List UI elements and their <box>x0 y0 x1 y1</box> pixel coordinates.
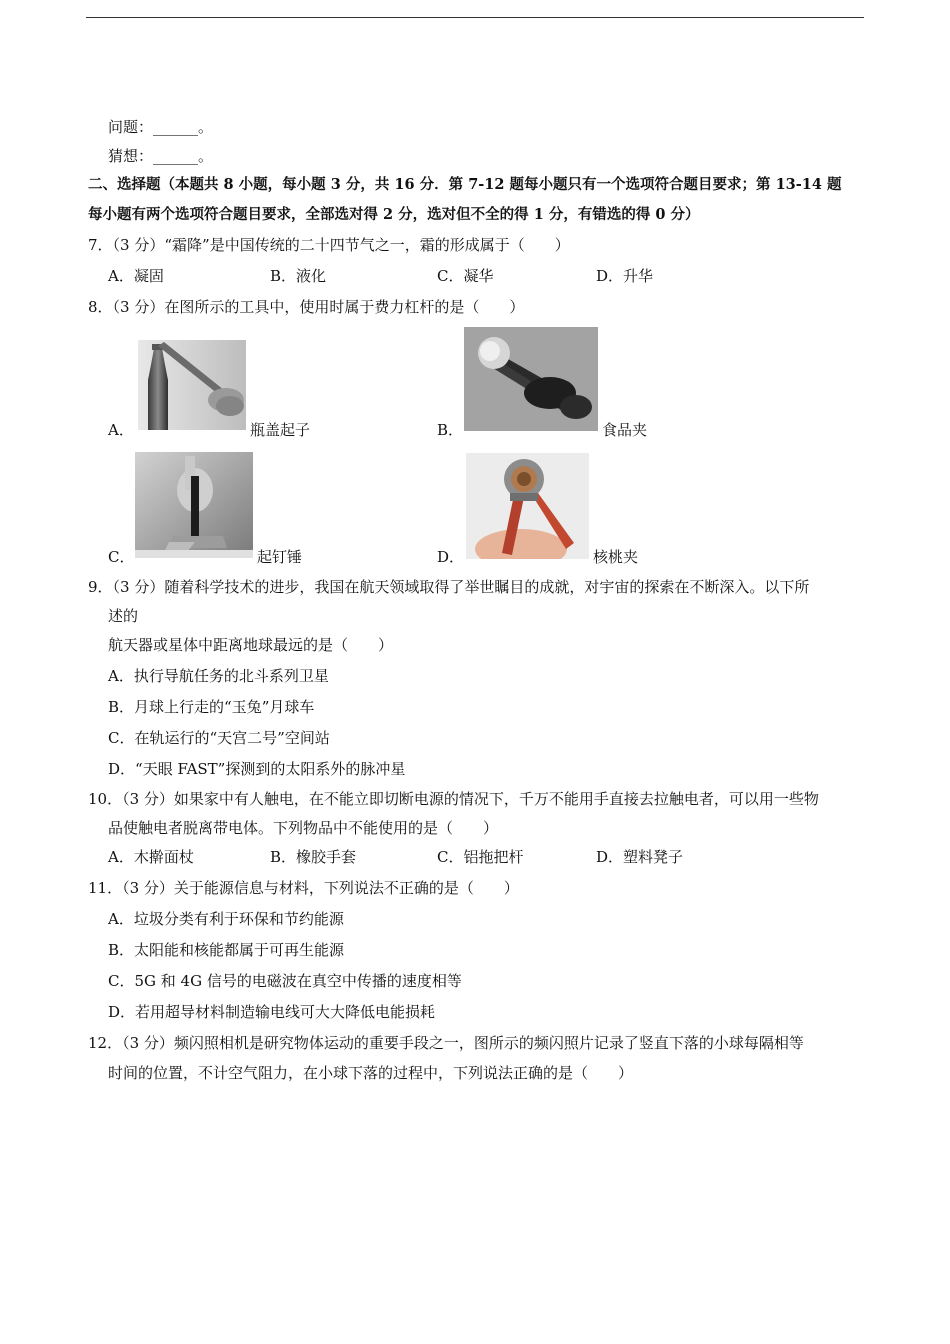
q8-stem: 8．（3 分）在图所示的工具中，使用时属于费力杠杆的是（ ） <box>88 298 525 316</box>
q7-option-c: C．凝华 <box>437 267 494 285</box>
blank-guess: 猜想：______。 <box>108 147 214 165</box>
q12-stem-line2: 时间的位置，不计空气阻力，在小球下落的过程中，下列说法正确的是（ ） <box>108 1064 634 1082</box>
q8-letter-d: D． <box>437 548 465 566</box>
q10-option-c: C．铝拖把杆 <box>437 848 524 866</box>
q10-option-a: A．木擀面杖 <box>108 848 194 866</box>
bottle-opener-image <box>138 340 246 430</box>
q8-letter-c: C． <box>108 548 135 566</box>
q12-stem-line1: 12．（3 分）频闪照相机是研究物体运动的重要手段之一，图所示的频闪照片记录了竖直下落的小球每隔相等 <box>88 1034 804 1052</box>
q7-stem: 7．（3 分）“霜降”是中国传统的二十四节气之一，霜的形成属于（ ） <box>88 236 570 254</box>
q8-caption-c: 起钉锤 <box>257 548 303 566</box>
q11-option-d: D．若用超导材料制造输电线可大大降低电能损耗 <box>108 1003 436 1021</box>
q9-stem-line1: 9．（3 分）随着科学技术的进步，我国在航天领域取得了举世瞩目的成就，对宇宙的探索在不断深入。以下所 <box>88 578 810 596</box>
q11-stem: 11．（3 分）关于能源信息与材料，下列说法不正确的是（ ） <box>88 879 519 897</box>
q10-stem-line1: 10．（3 分）如果家中有人触电，在不能立即切断电源的情况下，千万不能用手直接去拉触电者，可以用一些物 <box>88 790 819 808</box>
q8-caption-d: 核桃夹 <box>593 548 639 566</box>
q9-stem-line2: 述的 <box>108 607 139 625</box>
claw-hammer-image <box>135 452 253 558</box>
q9-option-d: D．“天眼 FAST”探测到的太阳系外的脉冲星 <box>108 760 406 778</box>
q7-option-b: B．液化 <box>270 267 327 285</box>
q9-stem-line3: 航天器或星体中距离地球最远的是（ ） <box>108 636 394 654</box>
q8-caption-a: 瓶盖起子 <box>250 421 311 439</box>
header-rule <box>86 17 864 18</box>
blank-question: 问题：______。 <box>108 118 214 136</box>
q7-option-a: A．凝固 <box>108 267 164 285</box>
nutcracker-image <box>466 453 589 559</box>
q9-option-a: A．执行导航任务的北斗系列卫星 <box>108 667 329 685</box>
q8-letter-b: B． <box>437 421 464 439</box>
q10-stem-line2: 品使触电者脱离带电体。下列物品中不能使用的是（ ） <box>108 819 499 837</box>
section-heading-line2: 每小题有两个选项符合题目要求，全部选对得 2 分，选对但不全的得 1 分，有错选的得 0 分） <box>88 206 700 223</box>
food-tongs-image <box>464 327 598 431</box>
section-heading-line1: 二、选择题（本题共 8 小题，每小题 3 分，共 16 分．第 7-12 题每小题只有一个选项符合题目要求；第 13-14 题 <box>88 176 842 193</box>
q10-option-b: B．橡胶手套 <box>270 848 357 866</box>
q9-option-b: B．月球上行走的“玉兔”月球车 <box>108 698 315 716</box>
q11-option-c: C．5G 和 4G 信号的电磁波在真空中传播的速度相等 <box>108 972 462 990</box>
q7-option-d: D．升华 <box>596 267 654 285</box>
q8-caption-b: 食品夹 <box>602 421 648 439</box>
q10-option-d: D．塑料凳子 <box>596 848 684 866</box>
q9-option-c: C．在轨运行的“天宫二号”空间站 <box>108 729 330 747</box>
q11-option-b: B．太阳能和核能都属于可再生能源 <box>108 941 345 959</box>
q8-letter-a: A． <box>108 421 134 439</box>
q11-option-a: A．垃圾分类有利于环保和节约能源 <box>108 910 344 928</box>
